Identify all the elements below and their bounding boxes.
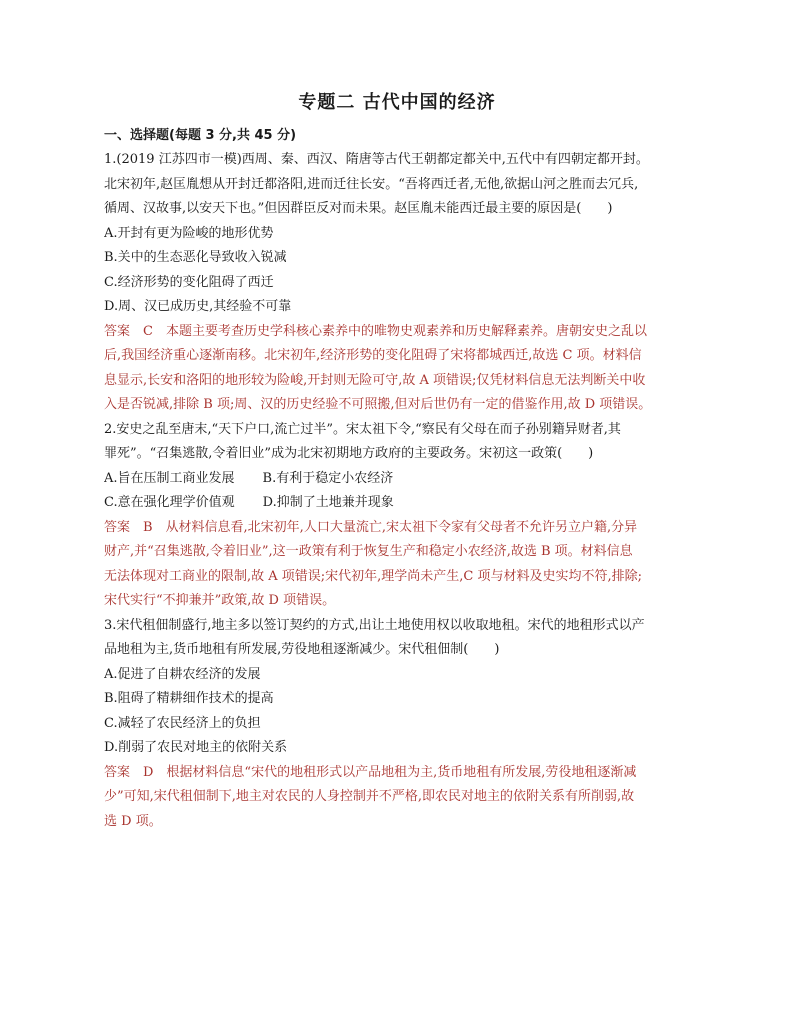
option-row <box>104 467 698 492</box>
option-c: C.意在强化理学价值观 <box>104 495 235 510</box>
question-text-line: 2.安史之乱至唐末,“天下户口,流亡过半”。宋太祖下令,“察民有父母在而子孙别籍异财者,其 <box>104 421 621 437</box>
question-text-line: 罪死”。“召集逃散,令着旧业”成为北宋初期地方政府的主要政务。宋初这一政策( ) <box>104 446 594 461</box>
question-3 <box>104 614 698 835</box>
option-b: B.有利于稳定小农经济 <box>262 470 394 486</box>
option-d: D.周、汉已成历史,其经验不可靠 <box>104 299 292 314</box>
answer-line: 宋代实行“不抑兼并”政策,故 D 项错误。 <box>104 593 336 608</box>
question-text-line: 循周、汉故事,以安天下也。”但因群臣反对而未果。赵匡胤未能西迁最主要的原因是( ) <box>104 201 613 216</box>
question-list <box>104 148 698 834</box>
answer-line: 答案 C 本题主要考查历史学科核心素养中的唯物史观素养和历史解释素养。唐朝安史之乱以 <box>104 323 647 339</box>
option-row <box>104 491 698 516</box>
question-text-line: 3.宋代租佃制盛行,地主多以签订契约的方式,出让土地使用权以收取地租。宋代的地租形式以产 <box>104 617 645 633</box>
answer-line: 答案 D 根据材料信息“宋代的地租形式以产品地租为主,货币地租有所发展,劳役地租逐渐减 <box>104 764 637 780</box>
answer-line: 后,我国经济重心逐渐南移。北宋初年,经济形势的变化阻碍了宋将都城西迁,故选 C 项。材料信 <box>104 348 642 363</box>
answer-explanation <box>104 516 698 614</box>
answer-line: 答案 B 从材料信息看,北宋初年,人口大量流亡,宋太祖下令家有父母者不允许另立户籍,分异 <box>104 519 638 535</box>
answer-line: 少”可知,宋代租佃制下,地主对农民的人身控制并不严格,即农民对地主的依附关系有所削弱,故 <box>104 789 635 804</box>
document-title: 专题二 古代中国的经济 <box>298 92 496 113</box>
answer-line: 无法体现对工商业的限制,故 A 项错误;宋代初年,理学尚未产生,C 项与材料及史实均不符,排除; <box>104 568 643 584</box>
answer-line: 息显示,长安和洛阳的地形较为险峻,开封则无险可守,故 A 项错误;仅凭材料信息无法判断关中收 <box>104 372 646 388</box>
answer-line: 选 D 项。 <box>104 813 162 829</box>
option-c: C.经济形势的变化阻碍了西迁 <box>104 274 274 290</box>
option-c: C.减轻了农民经济上的负担 <box>104 715 261 731</box>
answer-line: 财产,并“召集逃散,令着旧业”,这一政策有利于恢复生产和稳定小农经济,故选 B 项。材料信息 <box>104 544 633 559</box>
question-1 <box>104 148 698 418</box>
question-text-line: 北宋初年,赵匡胤想从开封迁都洛阳,进而迁往长安。“吾将西迁者,无他,欲据山河之胜而去冗兵, <box>104 176 639 192</box>
answer-line: 入是否锐减,排除 B 项;周、汉的历史经验不可照搬,但对后世仍有一定的借鉴作用,故 D 项错误。 <box>104 397 652 412</box>
option-a: A.开封有更为险峻的地形优势 <box>104 225 274 241</box>
answer-explanation <box>104 320 698 418</box>
option-d: D.削弱了农民对地主的依附关系 <box>104 740 288 755</box>
answer-explanation <box>104 761 698 835</box>
option-d: D.抑制了土地兼并现象 <box>262 495 394 510</box>
section-heading: 一、选择题(每题 3 分,共 45 分) <box>104 128 297 143</box>
question-2 <box>104 418 698 614</box>
option-b: B.关中的生态恶化导致收入锐减 <box>104 250 287 265</box>
question-text-line: 1.(2019 江苏四市一模)西周、秦、西汉、隋唐等古代王朝都定都关中,五代中有四朝定都开封。 <box>104 152 649 167</box>
question-text-line: 品地租为主,货币地租有所发展,劳役地租逐渐减少。宋代租佃制( ) <box>104 642 500 657</box>
option-a: A.促进了自耕农经济的发展 <box>104 666 261 682</box>
option-a: A.旨在压制工商业发展 <box>104 470 235 486</box>
option-b: B.阻碍了精耕细作技术的提高 <box>104 691 274 706</box>
